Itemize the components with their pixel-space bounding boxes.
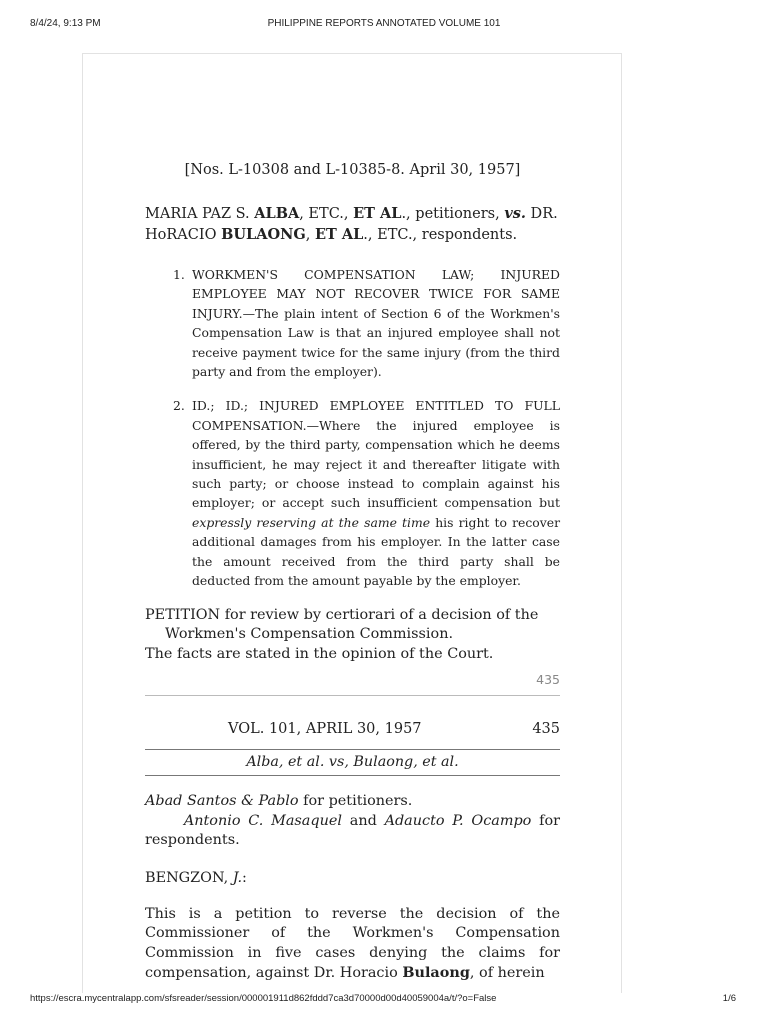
respondent-counsel: Antonio C. Masaquel — [183, 812, 342, 829]
print-datetime: 8/4/24, 9:13 PM — [30, 18, 101, 29]
running-head-caption: Alba, et al. vs, Bulaong, et al. — [246, 754, 459, 770]
page-divider — [145, 695, 560, 696]
respondent-counsel-label: for respondents. — [145, 812, 560, 848]
running-head-rule — [145, 749, 560, 750]
opinion-text: This is a petition to reverse the decision of the Commissioner of the Workmen's Compensation Commission in five cases denying the claims for compensation, against Dr. Horacio — [145, 905, 560, 981]
document-content — [145, 162, 560, 984]
respondent-surname: BULAONG — [221, 225, 306, 243]
ponente-colon: : — [242, 869, 247, 886]
case-parties — [145, 204, 560, 245]
running-head-volume: VOL. 101, APRIL 30, 1957 — [228, 721, 422, 737]
document-page — [82, 53, 622, 993]
syllabus-number: 2. — [173, 398, 185, 414]
print-url: https://escra.mycentralapp.com/sfsreader/session/000001911d862fddd7ca3d70000d00d40059004a/t/?o=False — [30, 993, 497, 1004]
running-head-rule — [145, 775, 560, 776]
petitioner-name: MARIA PAZ S. — [145, 206, 255, 222]
ponente-title: J. — [232, 869, 243, 886]
petitioners-label: ., petitioners, — [401, 206, 505, 222]
syllabus-emphasis: expressly reserving at the same time — [192, 514, 431, 530]
case-number: [Nos. L-10308 and L-10385-8. April 30, 1957] — [184, 162, 521, 178]
petition-line: PETITION for review by certiorari of a decision of the — [145, 606, 539, 623]
syllabus-list — [145, 265, 560, 591]
petition-line: Workmen's Compensation Commission. — [165, 626, 454, 642]
print-header — [0, 18, 768, 32]
ponente — [145, 870, 560, 886]
petitioner-surname: ALBA — [254, 205, 300, 222]
petition-line: The facts are stated in the opinion of the Court. — [145, 645, 494, 662]
separator: , — [305, 226, 315, 243]
running-head — [145, 721, 560, 743]
print-footer — [0, 993, 768, 1007]
respondents-label: ., ETC., respondents. — [363, 226, 518, 243]
syllabus-text: ID.; ID.; INJURED EMPLOYEE ENTITLED TO FULL COMPENSATION.—Where the injured employee is offered, by the third party, compensation which he deems insufficient, he may reject it and thereafter litigate with such party; or choose instead to complain against his employer; or accept such insufficient compensation but — [192, 398, 560, 511]
et-al-text: ET AL — [353, 205, 402, 222]
print-title: PHILIPPINE REPORTS ANNOTATED VOLUME 101 — [267, 18, 501, 29]
opinion-bold: Bulaong — [402, 964, 470, 981]
ponente-name: BENGZON, — [145, 869, 233, 886]
counsel-paragraph — [145, 792, 560, 851]
syllabus-item — [145, 265, 560, 381]
syllabus-text: his right to recover additional damages from his employer. In the latter case the amount received from the third party shall be deducted from the amount payable by the employer. — [192, 514, 561, 589]
syllabus-number: 1. — [173, 267, 185, 282]
petitioner-counsel-label: for petitioners. — [298, 793, 413, 809]
versus-text: vs. — [504, 205, 526, 222]
respondent-prefix: DR. HoRACIO — [145, 206, 558, 243]
petition-paragraph — [145, 606, 560, 665]
opinion-text: , of herein — [469, 965, 545, 981]
running-head-page: 435 — [532, 721, 560, 737]
conjunction: and — [341, 812, 385, 829]
syllabus-item — [145, 396, 560, 590]
syllabus-text: WORKMEN'S COMPENSATION LAW; INJURED EMPLOYEE MAY NOT RECOVER TWICE FOR SAME INJURY.—The plain intent of Section 6 of the Workmen's Compensation Law is that an injured employee shall not receive payment twice for the same injury (from the third party and from the employer). — [192, 267, 560, 380]
respondent-counsel: Adaucto P. Ocampo — [384, 812, 532, 829]
petitioner-counsel: Abad Santos & Pablo — [145, 793, 299, 809]
opinion-paragraph — [145, 905, 560, 984]
et-al-text: ET AL — [314, 225, 364, 243]
print-page-count: 1/6 — [722, 993, 736, 1004]
page-number: 435 — [536, 672, 560, 687]
etc-text: , ETC., — [299, 206, 354, 222]
